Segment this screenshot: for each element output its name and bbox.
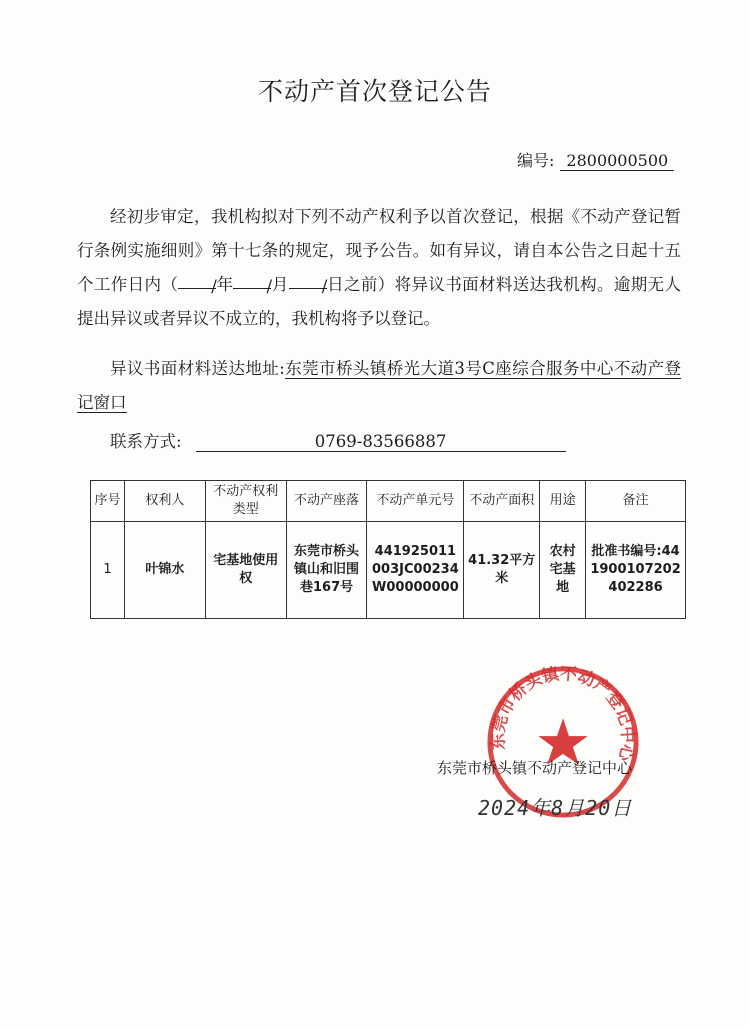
cell-location: 东莞市桥头镇山和旧围巷167号: [286, 522, 367, 619]
month-label: 月: [271, 275, 289, 294]
cell-usage: 农村宅基地: [540, 522, 586, 619]
serial-number: [517, 148, 674, 171]
cell-right-type: 宅基地使用权: [205, 522, 286, 619]
serial-value: 2800000500: [560, 151, 674, 171]
header-owner: 权利人: [124, 481, 205, 522]
notice-text-a: 经初步审定，我机构拟对下列不动产权利予以首次登记，根据《不动产登记暂行条例实施细则》第十七条的规定，现予公告。如有异议，请自本公告之日起十五个工作日内（: [77, 207, 681, 294]
contact-label: 联系方式:: [110, 432, 182, 451]
header-unit-number: 不动产单元号: [367, 481, 464, 522]
address-paragraph: [77, 352, 681, 420]
contact-phone: 0769-83566887: [196, 432, 566, 452]
year-label: 年: [216, 275, 234, 294]
cell-unit-number: 441925011003JC00234W00000000: [367, 522, 464, 619]
issue-date: 2024年8月20日: [478, 796, 633, 820]
day-blank: /: [289, 270, 327, 289]
notice-paragraph: [77, 200, 681, 336]
registration-table: [90, 480, 686, 619]
header-location: 不动产座落: [286, 481, 367, 522]
header-remark: 备注: [586, 481, 686, 522]
notice-text-b: 日之前）将异议书面材料送达我机构。逾期无人提出异议或者异议不成立的，我机构将予以登记。: [77, 275, 682, 328]
month-blank: /: [233, 270, 271, 289]
cell-remark: 批准书编号:441900107202402286: [586, 522, 686, 619]
cell-index: 1: [91, 522, 125, 619]
address-value: 东莞市桥头镇桥光大道3号C座综合服务中心不动产登记窗口: [77, 359, 682, 412]
table-header-row: [91, 481, 686, 522]
cell-owner: 叶锦水: [124, 522, 205, 619]
page-title: 不动产首次登记公告: [257, 77, 492, 106]
header-right-type: 不动产权利类型: [205, 481, 286, 522]
header-usage: 用途: [540, 481, 586, 522]
serial-label: 编号:: [517, 151, 555, 170]
issuing-organization: 东莞市桥头镇不动产登记中心: [437, 759, 633, 777]
year-blank: /: [178, 270, 216, 289]
table-row: [91, 522, 686, 619]
address-label: 异议书面材料送达地址:: [110, 359, 285, 378]
seal-text: 东莞市桥头镇不动产登记中心: [487, 663, 639, 764]
header-area: 不动产面积: [464, 481, 540, 522]
cell-area: 41.32平方米: [464, 522, 540, 619]
header-index: 序号: [91, 481, 125, 522]
contact-line: [110, 428, 566, 452]
